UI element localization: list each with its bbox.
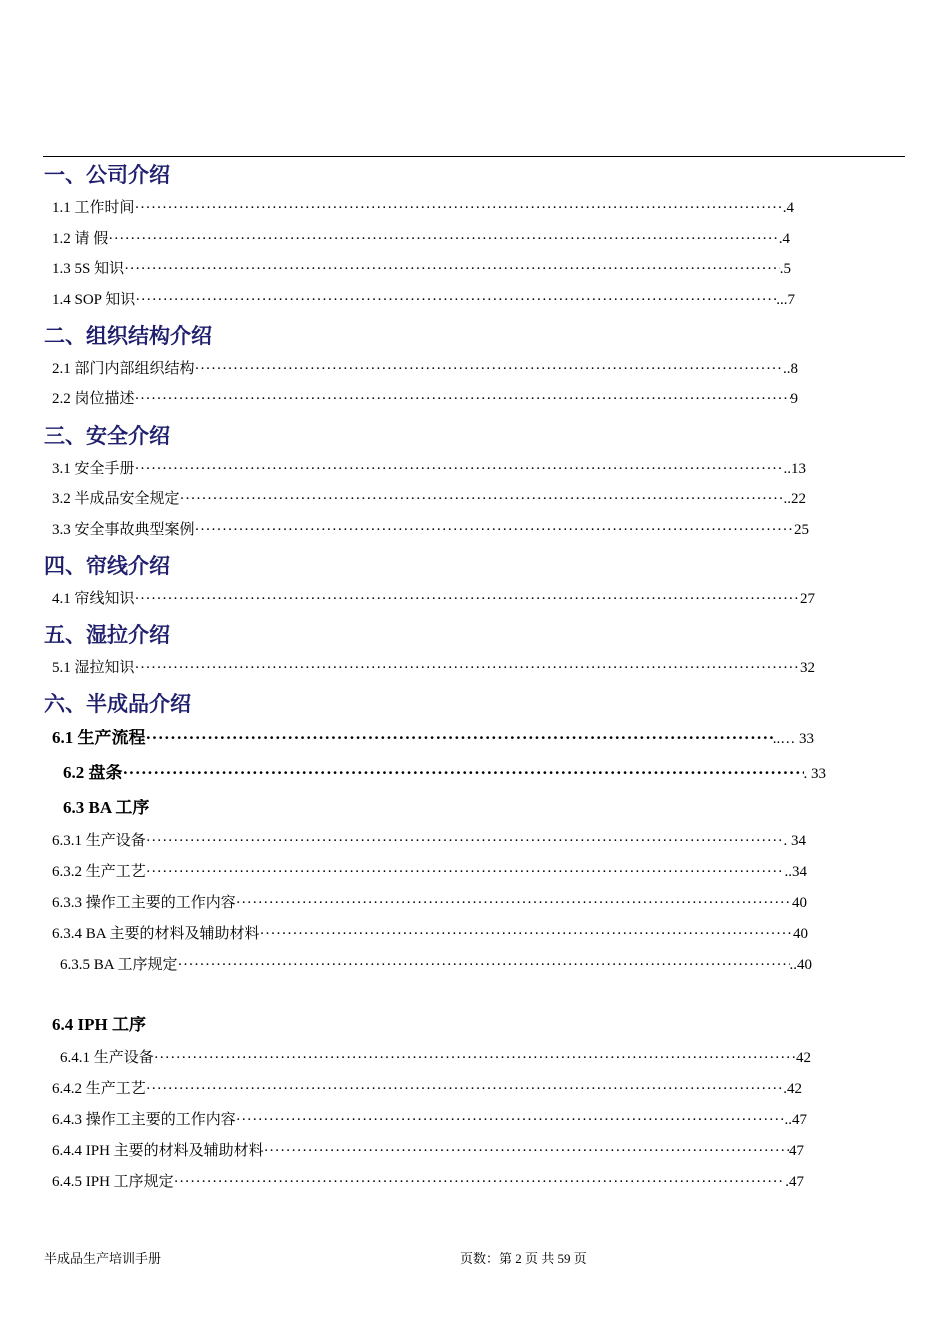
toc-entry-6-3[interactable]: 6.3 BA 工序 [63,799,150,817]
toc-entry-6-4-5[interactable]: 6.4.5 IPH 工序规定 ····· .47 [52,1173,804,1191]
toc-entry-3-2[interactable]: 3.2 半成品安全规定 ····· ..22 [52,490,806,508]
toc-entry-2-2[interactable]: 2.2 岗位描述 ····· 9 [52,390,798,408]
footer-page-info: 页数：第 2 页 共 59 页 [460,1251,587,1266]
toc-heading-organization: 二、组织结构介绍 [44,324,212,348]
toc-entry-4-1[interactable]: 4.1 帘线知识 ····· 27 [52,590,815,608]
toc-heading-company: 一、公司介绍 [44,163,170,187]
toc-heading-semi-finished: 六、半成品介绍 [44,692,191,716]
toc-entry-2-1[interactable]: 2.1 部门内部组织结构 ····· ..8 [52,360,798,378]
toc-entry-1-4[interactable]: 1.4 SOP 知识 ····· ...7 [52,291,795,309]
toc-entry-1-1[interactable]: 1.1 工作时间 ····· .4 [52,199,794,217]
toc-entry-5-1[interactable]: 5.1 湿拉知识 ····· 32 [52,659,815,677]
toc-entry-1-3[interactable]: 1.3 5S 知识 ····· .5 [52,260,791,278]
toc-entry-6-4-1[interactable]: 6.4.1 生产设备 ····· 42 [60,1049,811,1067]
toc-entry-6-1[interactable]: 6.1 生产流程 ····· ..… 33 [52,729,814,748]
toc-heading-safety: 三、安全介绍 [44,424,170,448]
toc-entry-6-2[interactable]: 6.2 盘条 ····· . 33 [63,764,826,783]
toc-entry-1-2[interactable]: 1.2 请 假 ····· .4 [52,230,790,248]
toc-entry-6-3-3[interactable]: 6.3.3 操作工主要的工作内容 ····· 40 [52,894,807,912]
toc-entry-6-4-3[interactable]: 6.4.3 操作工主要的工作内容 ····· ..47 [52,1111,807,1129]
toc-entry-6-4-2[interactable]: 6.4.2 生产工艺 ····· .42 [52,1080,802,1098]
toc-entry-6-3-5[interactable]: 6.3.5 BA 工序规定 ····· ..40 [60,956,812,974]
footer-title: 半成品生产培训手册 [44,1251,162,1266]
toc-entry-6-3-1[interactable]: 6.3.1 生产设备 ····· . 34 [52,832,806,850]
toc-heading-wet-drawing: 五、湿拉介绍 [44,623,170,647]
toc-heading-cord: 四、帘线介绍 [44,554,170,578]
toc-entry-6-3-4[interactable]: 6.3.4 BA 主要的材料及辅助材料 ····· 40 [52,925,808,943]
toc-entry-6-4[interactable]: 6.4 IPH 工序 [52,1016,146,1034]
toc-entry-6-3-2[interactable]: 6.3.2 生产工艺 ····· ..34 [52,863,807,881]
toc-entry-3-3[interactable]: 3.3 安全事故典型案例 ····· 25 [52,521,809,539]
toc-entry-3-1[interactable]: 3.1 安全手册 ····· ..13 [52,460,806,478]
toc-entry-6-4-4[interactable]: 6.4.4 IPH 主要的材料及辅助材料 ····· 47 [52,1142,804,1160]
